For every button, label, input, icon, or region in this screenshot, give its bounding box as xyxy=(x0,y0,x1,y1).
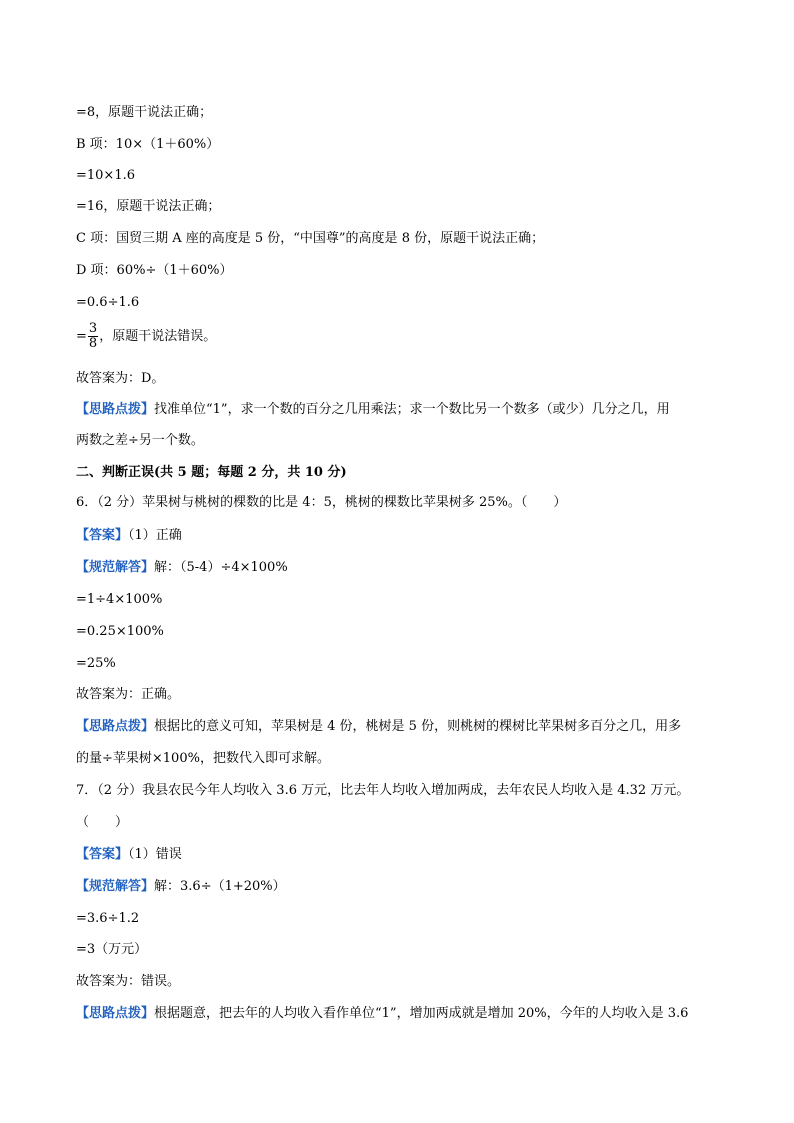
text-line: C 项：国贸三期 A 座的高度是 5 份，“中国尊”的高度是 8 份，原题干说法正确； xyxy=(76,231,545,246)
question-6: 6．（2 分）苹果树与桃树的棵数的比是 4：5，桃树的棵数比苹果树多 25%。（ ） xyxy=(76,495,567,510)
hint-tag: 【思路点拨】 xyxy=(76,402,155,417)
text-line: =16，原题干说法正确； xyxy=(76,199,221,214)
fraction-line xyxy=(76,322,216,351)
solution-text: 解：（5-4）÷4×100% xyxy=(154,560,288,575)
text-line: =10×1.6 xyxy=(76,168,136,183)
fraction xyxy=(88,322,98,351)
text-line: 故答案为：D。 xyxy=(76,371,165,386)
solution-tag: 【规范解答】 xyxy=(76,560,155,575)
hint-tag: 【思路点拨】 xyxy=(76,719,155,734)
text-line: =1÷4×100% xyxy=(76,592,163,607)
text-line: =8，原题干说法正确； xyxy=(76,105,213,120)
hint-line xyxy=(76,718,681,736)
text-line: =3（万元） xyxy=(76,942,148,957)
hint-text: 根据比的意义可知，苹果树是 4 份，桃树是 5 份，则桃树的棵树比苹果树多百分之几，用多 xyxy=(154,719,682,734)
answer-tag: 【答案】 xyxy=(76,528,129,543)
hint-line xyxy=(76,1005,688,1023)
text-line: D 项：60%÷（1＋60%） xyxy=(76,263,233,278)
answer-line xyxy=(76,527,182,545)
answer-line xyxy=(76,846,182,864)
hint-text: 找准单位“1”，求一个数的百分之几用乘法；求一个数比另一个数多（或少）几分之几，用 xyxy=(154,402,670,417)
question-7: 7．（2 分）我县农民今年人均收入 3.6 万元，比去年人均收入增加两成，去年农民人均收入是 4.32 万元。 xyxy=(76,783,690,798)
text-line: =0.6÷1.6 xyxy=(76,295,140,310)
text-line: （ ） xyxy=(76,815,129,830)
text-line: =0.25×100% xyxy=(76,624,164,639)
text-line: 的量÷苹果树×100%，把数代入即可求解。 xyxy=(76,751,330,766)
text-line: B 项：10×（1＋60%） xyxy=(76,137,220,152)
answer-text: （1）正确 xyxy=(128,528,182,543)
hint-line xyxy=(76,401,670,419)
answer-tag: 【答案】 xyxy=(76,847,129,862)
solution-text: 解：3.6÷（1+20%） xyxy=(154,879,286,894)
section-title: 二、判断正误(共 5 题；每题 2 分，共 10 分) xyxy=(76,465,347,480)
text-line: =25% xyxy=(76,656,116,671)
text-line: =3.6÷1.2 xyxy=(76,911,140,926)
answer-text: （1）错误 xyxy=(128,847,182,862)
solution-tag: 【规范解答】 xyxy=(76,879,155,894)
hint-tag: 【思路点拨】 xyxy=(76,1006,155,1021)
text-line: 故答案为：错误。 xyxy=(76,974,181,989)
text-line: 故答案为：正确。 xyxy=(76,687,181,702)
text-line: 两数之差÷另一个数。 xyxy=(76,433,204,448)
text-line: ，原题干说法错误。 xyxy=(99,329,217,344)
equals-sign: = xyxy=(76,329,87,344)
hint-text: 根据题意，把去年的人均收入看作单位“1”，增加两成就是增加 20%，今年的人均收入是 3.6 xyxy=(154,1006,689,1021)
fraction-numerator: 3 xyxy=(88,321,98,336)
solution-line xyxy=(76,559,288,577)
solution-line xyxy=(76,878,286,896)
fraction-denominator: 8 xyxy=(88,336,98,351)
